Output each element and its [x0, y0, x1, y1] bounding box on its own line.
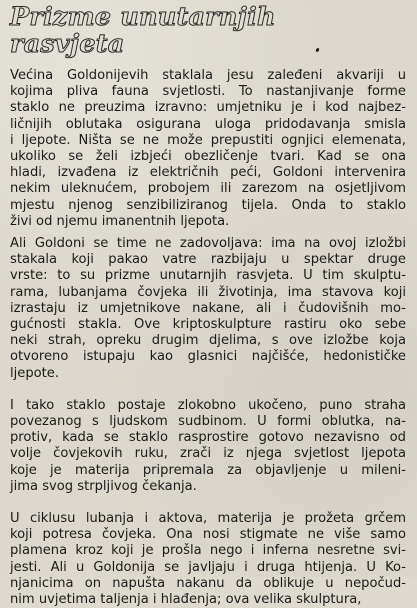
paragraph-3-line-1: I tako staklo postaje zlokobno ukočeno, puno straha [10, 397, 406, 413]
article-title-line-2: rasvjeta [10, 29, 125, 59]
paragraph-2-line-5: izrastaju iz umjetnikove nakane, ali i čudovišnih mo- [10, 300, 406, 316]
paragraph-4-line-5: njanicima on napušta nakanu da oblikuje u nepočud- [10, 575, 406, 591]
paragraph-1-line-6: ukoliko se želi izbjeći obezličenje tvari. Kad se ona [10, 149, 406, 165]
paragraph-4-line-4: jesti. Ali u Goldonija se javljaju i druga htijenja. U Ko- [10, 559, 406, 575]
paragraph-2-line-2: stakala koji pakao vatre razbijaju u spektar druge [10, 252, 406, 268]
paragraph-1-line-10: živi od njemu imanentnih ljepota. [10, 213, 230, 229]
paragraph-3 [10, 398, 406, 495]
paragraph-2-line-8: otvoreno istupaju kao glasnici najčišće, hedonističke [10, 349, 406, 365]
paragraph-1-line-9: mjestu njenog senzibiliziranog tijela. Onda to staklo [10, 197, 406, 213]
paragraph-4-line-3: plamena kroz koji je prošla nego i inferna nesretne svi- [10, 543, 406, 559]
paragraph-1-line-1: Većina Goldonijevih staklala jesu zaleđeni akvariji u [10, 68, 406, 83]
paragraph-2-line-7: neki strah, opreku drugim djelima, s ove izložbe koja [10, 333, 406, 349]
paragraph-2-line-6: gućnosti stakla. Ove kriptoskulpture rastiru oko sebe [10, 317, 406, 333]
paragraph-4-line-1: U ciklusu lubanja i aktova, materija je prožeta grčem [10, 511, 406, 527]
paragraph-gap [10, 495, 406, 511]
paragraph-3-line-5: koje je materija pripremala za objavljenje u mileni- [10, 462, 406, 478]
paragraph-1-line-8: nekim uleknućem, probojem ili zarezom na osjetljivom [10, 181, 406, 197]
paragraph-1 [10, 68, 406, 230]
paragraph-2-line-9: ljepote. [10, 365, 60, 381]
paragraph-1-line-4: ličnijih oblutaka osigurana uloga pridodavanja smisla [10, 116, 406, 132]
paragraph-3-line-4: volje čovjekovih ruku, zrači iz njega svjetlost ljepota [10, 446, 406, 462]
paragraph-4 [10, 511, 406, 608]
paragraph-1-line-2: kojima pliva fauna svjetlosti. To nastanjivanje forme [10, 84, 406, 100]
paragraph-3-line-6: jima svog strpljivog čekanja. [10, 478, 197, 494]
paragraph-3-line-2: povezanog s ljudskom sudbinom. U formi oblutka, na- [10, 414, 406, 430]
paragraph-3-line-3: protiv, kada se staklo rasprostire gotovo nezavisno od [10, 430, 406, 446]
paragraph-4-line-2: koji potresa čovjeka. Ona nosi stigmate ne više samo [10, 527, 406, 543]
paragraph-1-line-3: staklo ne preuzima izravno: umjetniku je i kod najbez- [10, 100, 406, 116]
article-body [10, 68, 406, 608]
paragraph-2 [10, 236, 406, 382]
paragraph-2-line-4: rama, lubanjama čovjeka ili životinja, ima stavova koji [10, 284, 406, 300]
paragraph-2-line-1: Ali Goldoni se time ne zadovoljava: ima na ovoj izložbi [10, 236, 406, 252]
paragraph-gap [10, 382, 406, 398]
paragraph-2-line-3: vrste: to su prizme unutarnjih rasvjeta. U tim skulptu- [10, 268, 406, 284]
article-title [10, 4, 310, 58]
article-title-line-1: Prizme unutarnjih [10, 2, 276, 32]
paragraph-1-line-5: i ljepote. Ništa se ne može prepustiti ognjici elemenata, [10, 132, 406, 148]
paragraph-1-line-7: hladi, izvađena iz električnih peći, Goldoni intervenira [10, 165, 406, 181]
print-speck [315, 48, 319, 53]
paragraph-4-line-6: nim uvjetima taljenja i hlađenja; ova velika skulptura, [10, 592, 362, 608]
